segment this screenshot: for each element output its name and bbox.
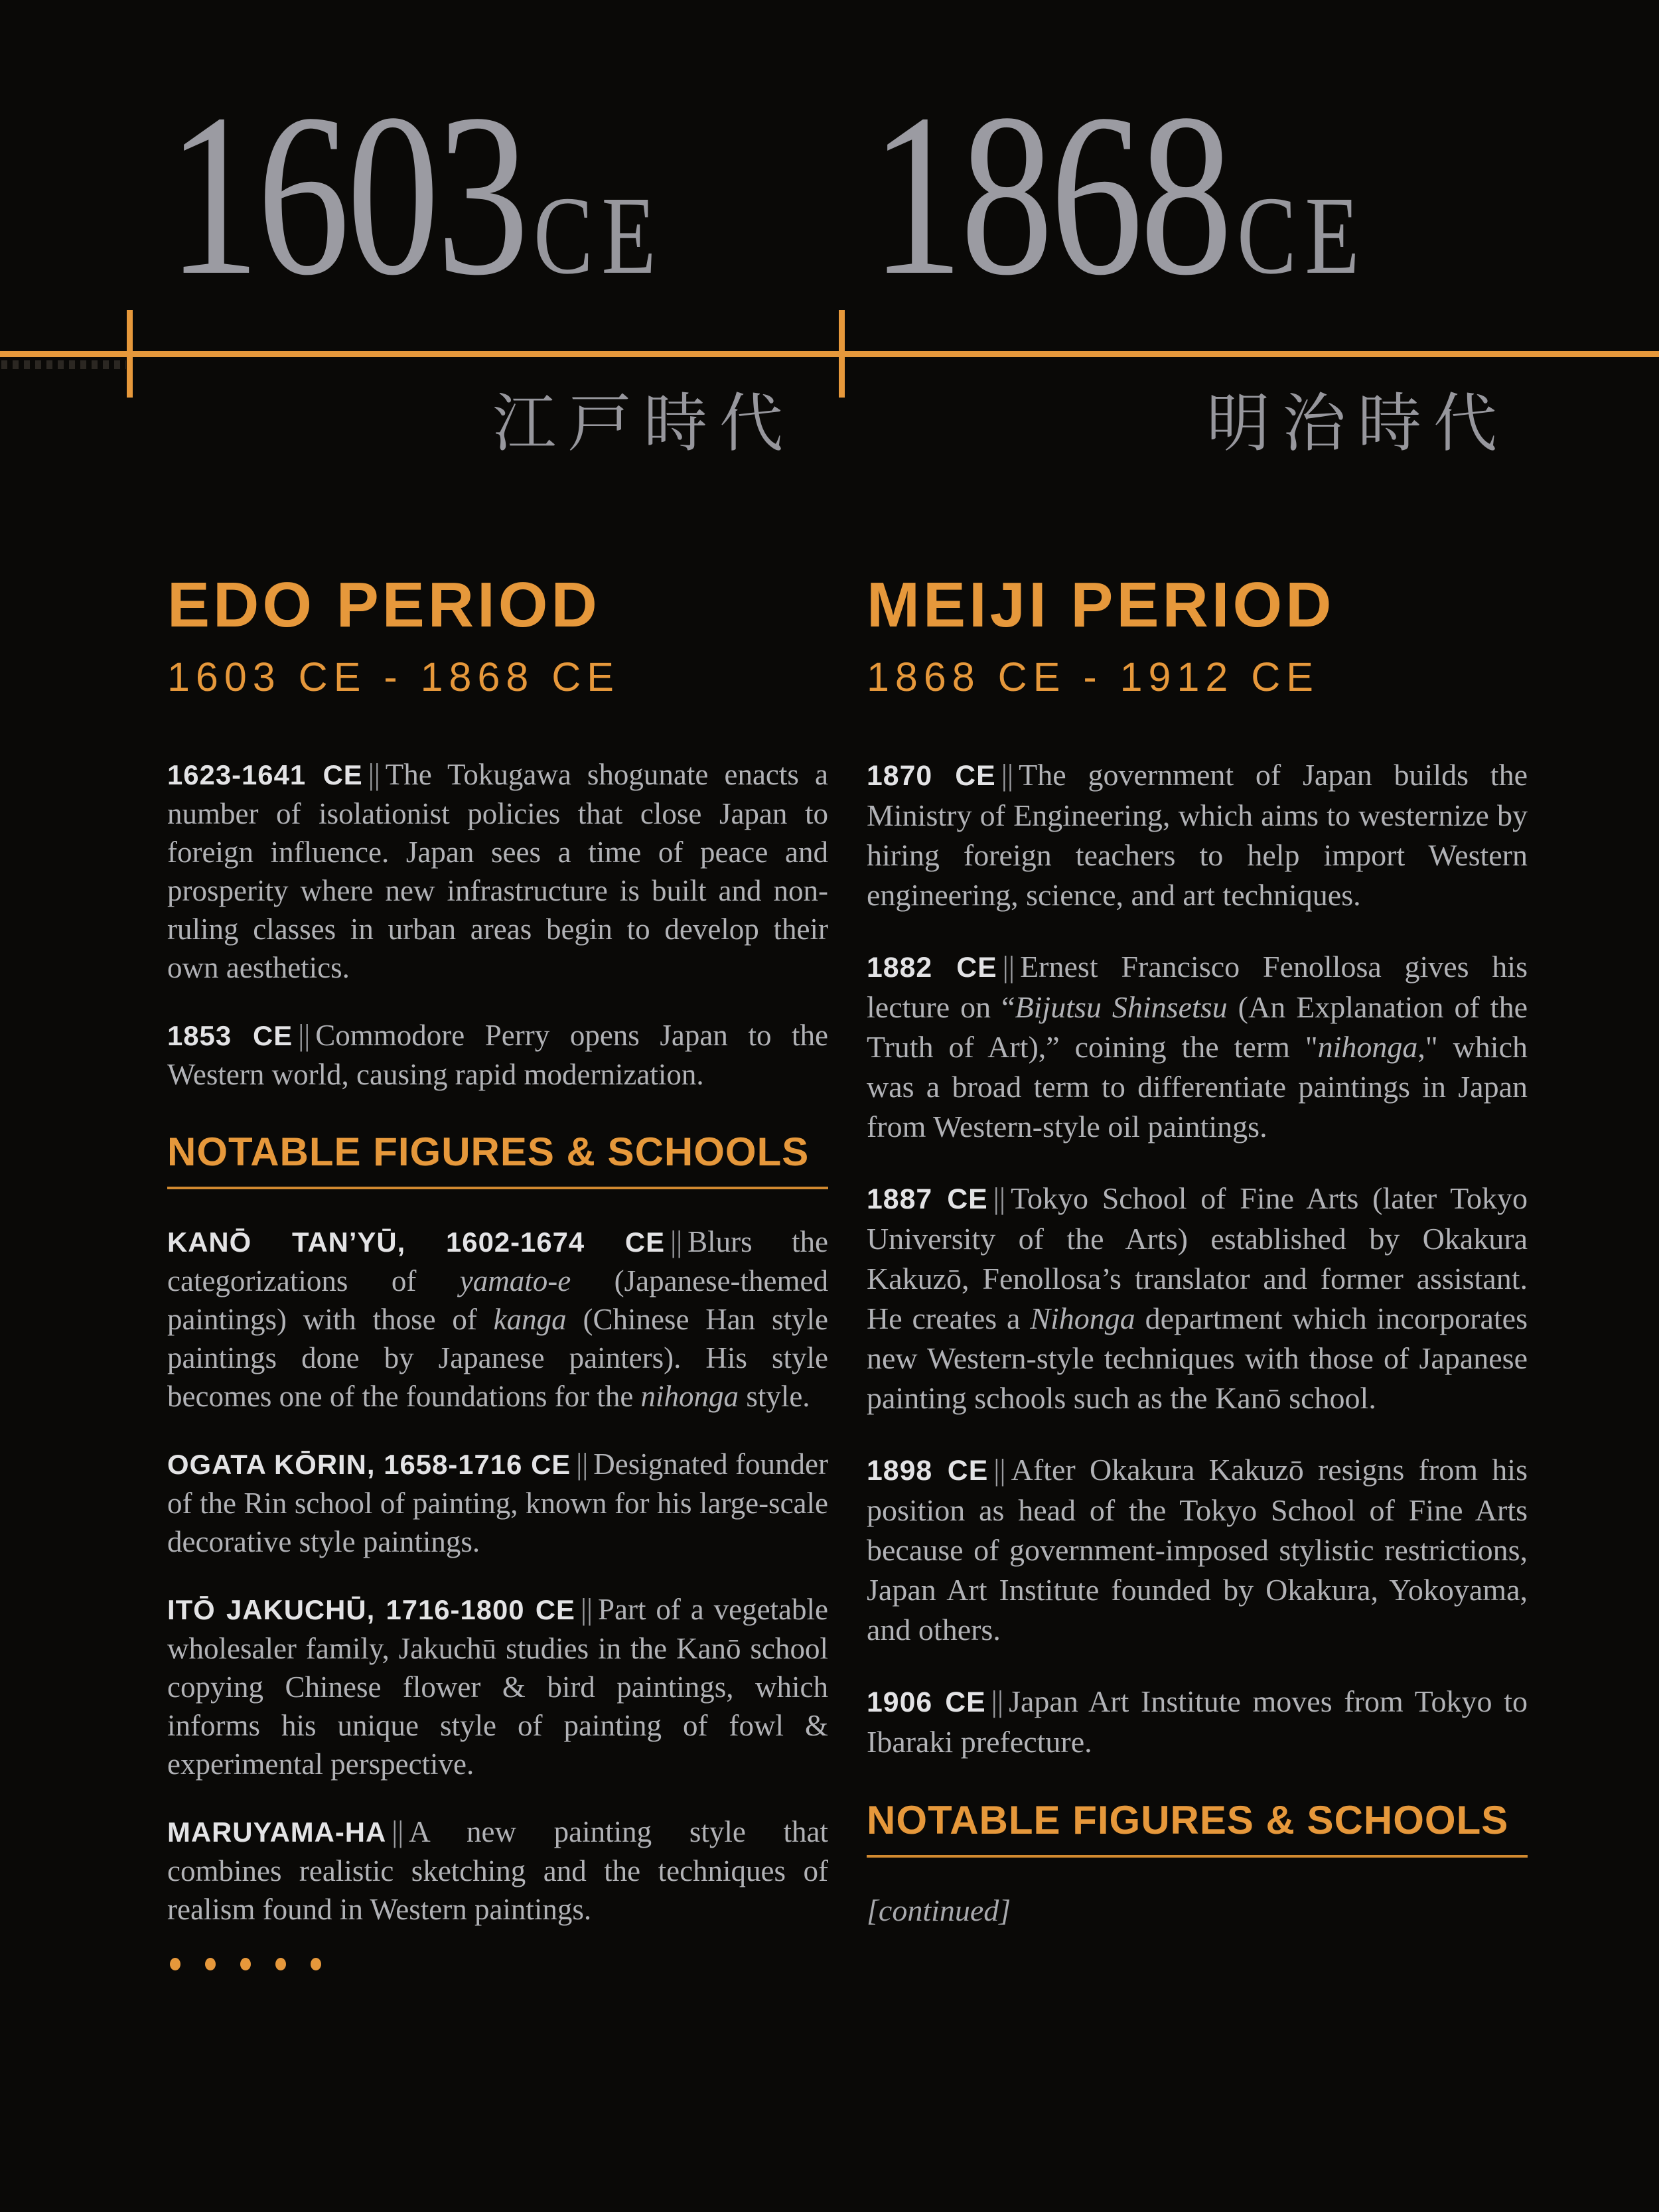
year-1603-number: 1603	[167, 66, 526, 323]
entry-separator: ||	[576, 1447, 589, 1481]
timeline-entry	[867, 1450, 1528, 1650]
pagination-dot	[275, 1958, 286, 1970]
pagination-dots	[167, 1958, 828, 1970]
entry-text: A new painting style that combines realistic sketching and the techniques of realism found in Western paintings.	[167, 1814, 828, 1926]
year-1868-number: 1868	[871, 66, 1230, 323]
entry-text: Ernest Francisco Fenollosa gives his lecture on “Bijutsu Shinsetsu (An Explanation of the Truth of Art),” coining the term "nihonga," which was a broad term to differentiate paintings in Japan from Western-style oil paintings.	[867, 949, 1528, 1143]
timeline-entry	[167, 755, 828, 987]
entry-date-label: 1887 CE	[867, 1183, 988, 1215]
section-heading-notable-figures: NOTABLE FIGURES & SCHOOLS	[867, 1799, 1528, 1858]
pagination-dot	[170, 1958, 180, 1970]
entry-separator: ||	[991, 1684, 1004, 1718]
timeline-entry	[167, 1812, 828, 1929]
timeline-tick-1603	[127, 310, 133, 398]
period-range-edo: 1603 CE - 1868 CE	[167, 654, 620, 700]
entry-separator: ||	[670, 1224, 683, 1258]
entry-separator: ||	[580, 1592, 593, 1626]
entry-text: After Okakura Kakuzō resigns from his position as head of the Tokyo School of Fine Arts because of government-imposed stylistic restrictions, Japan Art Institute founded by Okakura, Yokoyama, and others.	[867, 1452, 1528, 1647]
entry-separator: ||	[1001, 757, 1014, 792]
entry-text: Part of a vegetable wholesaler family, Jakuchū studies in the Kanō school copying Chinese flower & bird paintings, which informs his unique style of painting of fowl & experimental perspective.	[167, 1592, 829, 1781]
entry-date-label: ITŌ JAKUCHŪ, 1716-1800 CE	[167, 1593, 575, 1625]
entry-date-label: 1898 CE	[867, 1454, 989, 1487]
year-1603-unit: CE	[534, 174, 665, 297]
pagination-dot	[311, 1958, 321, 1970]
timeline-entry	[167, 1222, 828, 1416]
timeline-minor-ticks	[1, 360, 126, 369]
entry-separator: ||	[392, 1814, 404, 1848]
era-name-jp-meiji: 明治時代	[1206, 386, 1509, 461]
timeline-entry	[167, 1590, 828, 1783]
entry-date-label: MARUYAMA-HA	[167, 1816, 387, 1848]
entry-separator: ||	[1002, 949, 1015, 984]
entry-text: The Tokugawa shogunate enacts a number of isolationist policies that close Japan to foreign influence. Japan sees a time of peace and prosperity where new infrastructure is built and non-ruling classes in urban areas begin to develop their own aesthetics.	[167, 757, 828, 984]
column-edo-period	[167, 569, 829, 1970]
timeline-entry	[167, 1445, 828, 1561]
timeline-entry	[167, 1016, 828, 1094]
year-1868	[871, 66, 1492, 323]
entry-text: Designated founder of the Rin school of painting, known for his large-scale decorative style paintings.	[167, 1447, 828, 1558]
entry-separator: ||	[993, 1452, 1006, 1487]
entry-separator: ||	[368, 757, 380, 791]
continued-note: [continued]	[867, 1893, 1011, 1927]
year-1603	[167, 66, 789, 323]
entry-text: Blurs the categorizations of yamato-e (Japanese-themed paintings) with those of kanga (Chinese Han style paintings done by Japanese painters). His style becomes one of the foundations for the nihonga style.	[167, 1224, 828, 1413]
entry-date-label: OGATA KŌRIN, 1658-1716 CE	[167, 1448, 571, 1480]
entry-text: Tokyo School of Fine Arts (later Tokyo University of the Arts) established by Okakura Kakuzō, Fenollosa’s translator and former assistant. He creates a Nihonga department which incorporates new Western-style techniques with those of Japanese painting schools such as the Kanō school.	[867, 1181, 1528, 1415]
entry-text: Commodore Perry opens Japan to the Western world, causing rapid modernization.	[167, 1018, 829, 1091]
entry-date-label: 1882 CE	[867, 951, 997, 984]
entry-date-label: KANŌ TAN’YŪ, 1602-1674 CE	[167, 1226, 666, 1258]
entries-meiji	[867, 755, 1528, 1931]
timeline-entry	[867, 1682, 1528, 1762]
period-title-meiji: MEIJI PERIOD	[867, 569, 1335, 640]
year-1868-unit: CE	[1237, 174, 1368, 297]
entry-date-label: 1870 CE	[867, 759, 996, 792]
pagination-dot	[240, 1958, 251, 1970]
period-range-meiji: 1868 CE - 1912 CE	[867, 654, 1319, 700]
pagination-dot	[205, 1958, 216, 1970]
entry-separator: ||	[993, 1181, 1006, 1215]
entry-separator: ||	[298, 1018, 311, 1052]
entry-text: The government of Japan builds the Ministry of Engineering, which aims to westernize by hiring foreign teachers to help import Western engineering, science, and art techniques.	[867, 757, 1528, 912]
timeline-entry	[867, 947, 1528, 1147]
timeline-entry	[867, 1179, 1528, 1418]
entry-text: Japan Art Institute moves from Tokyo to Ibaraki prefecture.	[867, 1684, 1528, 1759]
entry-date-label: 1853 CE	[167, 1019, 293, 1051]
period-title-edo: EDO PERIOD	[167, 569, 601, 640]
entry-date-label: 1906 CE	[867, 1686, 986, 1718]
entry-date-label: 1623-1641 CE	[167, 759, 363, 790]
column-meiji-period	[867, 569, 1528, 1931]
entries-edo	[167, 755, 828, 1970]
timeline-axis-line	[0, 351, 1659, 357]
era-name-jp-edo: 江戸時代	[492, 386, 795, 461]
section-heading-notable-figures: NOTABLE FIGURES & SCHOOLS	[167, 1131, 828, 1189]
timeline-entry	[867, 755, 1528, 915]
timeline-tick-1868	[839, 310, 845, 398]
